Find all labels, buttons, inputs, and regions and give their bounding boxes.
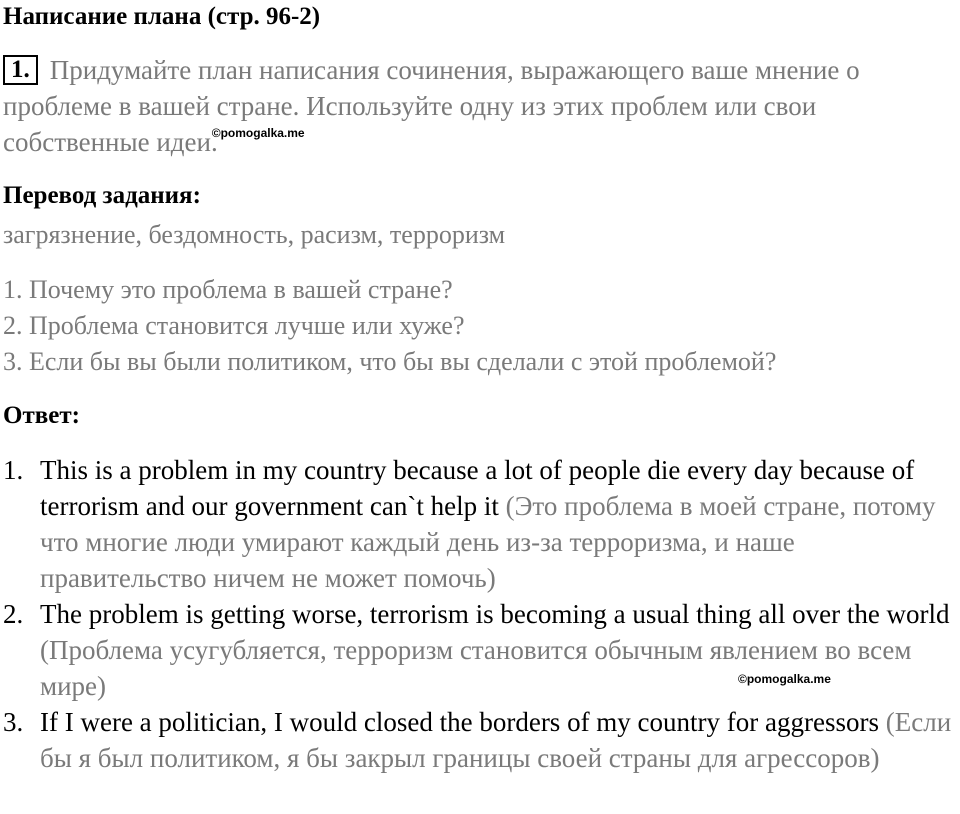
answer-russian: (Если бы я был политиком, я бы закрыл границы своей страны для агрессоров) [40, 707, 952, 773]
translation-heading: Перевод задания: [3, 182, 201, 209]
page-title: Написание плана (стр. 96-2) [3, 3, 321, 30]
watermark-middle: ©pomogalka.me [738, 672, 831, 686]
answer-item-1 [3, 452, 958, 596]
answer-english: The problem is getting worse, terrorism is becoming a usual thing all over the world [40, 599, 950, 629]
answer-russian: (Проблема усугубляется, терроризм становится обычным явлением во всем мире) [40, 635, 912, 701]
answer-english: If I were a politician, I would closed the borders of my country for aggressors [40, 707, 879, 737]
translation-topics: загрязнение, бездомность, расизм, терроризм [3, 220, 506, 249]
task-text: Придумайте план написания сочинения, выражающего ваше мнение о проблеме в вашей стране. Используйте одну из этих проблем или свои собственные идеи. [3, 55, 860, 157]
watermark-top: ©pomogalka.me [211, 126, 305, 140]
translation-question-3: 3. Если бы вы были политиком, что бы вы сделали с этой проблемой? [3, 347, 777, 376]
task-number-badge: 1. [3, 55, 38, 85]
answer-number: 2. [3, 599, 24, 629]
translation-question-2: 2. Проблема становится лучше или хуже? [3, 311, 465, 340]
answer-number: 1. [3, 455, 24, 485]
translation-question-1: 1. Почему это проблема в вашей стране? [3, 275, 453, 304]
answer-item-2 [3, 596, 958, 704]
answer-english: This is a problem in my country because a lot of people die every day because of terrorism and our government can`t help it [40, 455, 915, 521]
answer-item-3 [3, 704, 958, 776]
answer-russian: (Это проблема в моей стране, потому что многие люди умирают каждый день из-за терроризма, и наше правительство ничем не может помочь) [40, 491, 936, 593]
task-block [3, 52, 953, 165]
answer-number: 3. [3, 707, 24, 737]
answer-heading: Ответ: [3, 402, 80, 429]
answer-list [3, 452, 958, 776]
